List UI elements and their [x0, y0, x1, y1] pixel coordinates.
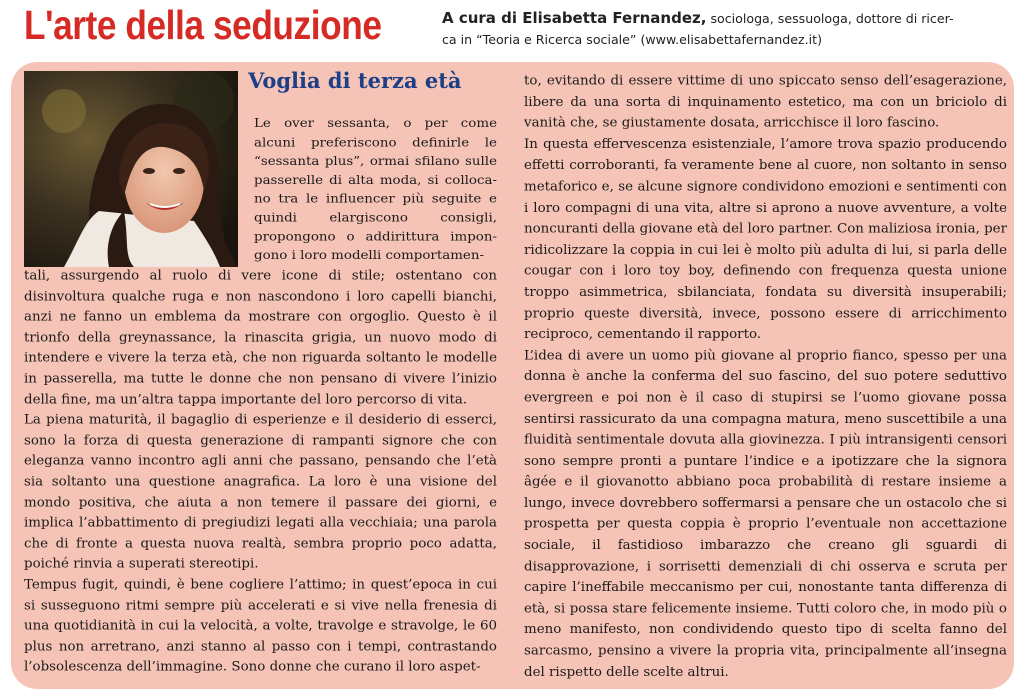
header — [0, 0, 1024, 58]
left-paragraph-3: Tempus fugit, quindi, è bene cogliere l’attimo; in quest’epoca in cui si susseguono ritmi sempre più accelerati e si vive nella frenesia di una quotidianità in cui la velocità, a volte, travolge e stravolge, le 60 plus non arretrano, anzi stanno al passo con i tempi, contrastando l’obsolescenza dell’immagine. Sono donne che curano il loro aspet- — [24, 577, 497, 675]
author-name: A cura di Elisabetta Fernandez, — [442, 9, 707, 27]
left-paragraph-2: La piena maturità, il bagaglio di esperienze e il desiderio di esserci, sono la forza di questa generazione di rampanti signore che con eleganza vanno incontro agli anni che passano, pensando che l’età sia soltanto una questione anagrafica. La loro è una visione del mondo positiva, che aiuta a non temere il passare dei giorni, e implica l’abbattimento di pregiudizi legati alla vecchiaia; una parola che di fronte a questa nuova realtà, sembra proprio poco adatta, poiché rinvia a superati stereotipi. — [24, 413, 497, 572]
portrait-illustration — [24, 71, 238, 267]
right-paragraph-3: L’idea di avere un uomo più giovane al proprio fianco, spesso per una donna è anche la conferma del suo fascino, del suo potere seduttivo evergreen e poi non è il caso di stupirsi se l’uomo giovane possa sentirsi rassicurato da una compagna matura, meno suscettibile a una fluidità sentimentale dovuta alla giovinezza. I più intransigenti censori sono sempre pronti a puntare l’indice e a ipotizzare che la signora âgée e il giovanotto abbiano poca probabilità di restare insieme a lungo, invece dovrebbero soffermarsi a pensare che un ostacolo che si prospetta per questa coppia è proprio l’eventuale non accettazione sociale, il fastidioso imbarazzo che creano gli sguardi di disapprovazione, i sorrisetti demenziali di chi osserva e scruta per capire l’ineffabile meccanismo per cui, nonostante tanta differenza di età, si possa stare felicemente insieme. Tutti coloro che, in modo più o meno manifesto, non condividendo questo tipo di scelta fanno del sarcasmo, pensino a vivere la propria vita, principalmente all’insegna del rispetto delle scelte altrui. — [524, 348, 1007, 680]
intro-text-beside-photo — [254, 115, 497, 266]
intro-paragraph: Le over sessanta, o per come alcuni preferiscono definirle le “sessanta plus”, ormai sfilano sulle passerelle di alta moda, si collocano tra le influencer più seguite e quindi elargiscono consigli, propongono o addirittura impongono i loro modelli comportamen- — [254, 117, 497, 263]
article-title: Voglia di terza età — [248, 68, 462, 93]
left-paragraph-1: tali, assurgendo al ruolo di vere icone di stile; ostentano con disinvoltura qualche ruga e non nascondono i loro capelli bianchi, anzi ne fanno un emblema da mostrare con orgoglio. Questo è il trionfo della greynassance, la rinascita grigia, un nuovo modo di intendere e vivere la terza età, che non riguarda soltanto le modelle in passerella, ma tutte le donne che non pensano di vivere l’inizio della fine, ma un’altra tappa importante del loro percorso di vita. — [24, 268, 497, 407]
author-photo — [24, 71, 238, 267]
left-column — [24, 266, 497, 678]
right-paragraph-1: to, evitando di essere vittime di uno spiccato senso dell’esagerazione, libere da una sorta di inquinamento estetico, ma con un briciolo di vanità che, se giustamente dosata, arricchisce il loro fascino. — [524, 73, 1007, 131]
right-column — [524, 71, 1007, 683]
right-paragraph-2: In questa effervescenza esistenziale, l’amore trova spazio producendo effetti corroboranti, fa veramente bene al cuore, non soltanto in senso metaforico e, se alcune signore condividono emozioni e sentimenti con i loro compagni di una vita, altre si aprono a nuove avventure, a volte noncuranti della giovane età del loro partner. Con maliziosa ironia, per ridicolizzare la coppia in cui lei è molto più adulta di lui, si parla delle cougar con i loro toy boy, definendo con frequenza questa unione troppo asimmetrica, sbilanciata, fondata su diversità insuperabili; proprio queste diversità, invece, possono essere di arricchimento reciproco, cementando il rapporto. — [524, 137, 1007, 342]
author-description-2: ca in “Teoria e Ricerca sociale” (www.elisabettafernandez.it) — [442, 32, 822, 47]
column-brand-title: L'arte della seduzione — [24, 2, 382, 48]
author-description-1: sociologa, sessuologa, dottore di ricer- — [710, 11, 954, 26]
author-byline — [442, 8, 1022, 50]
